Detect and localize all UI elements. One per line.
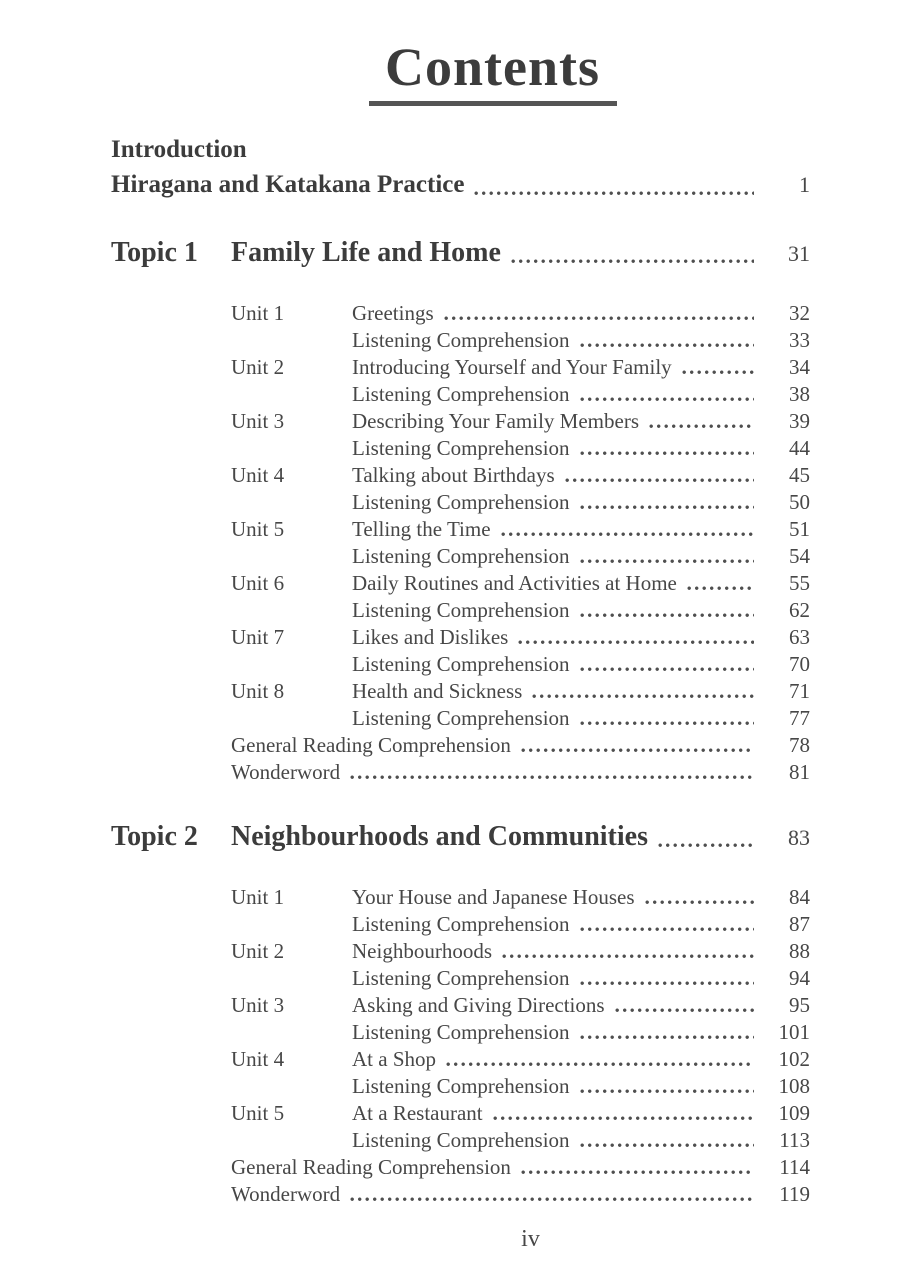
dot-leader (521, 748, 754, 753)
page-number: 39 (789, 409, 810, 434)
unit-label: Unit 3 (231, 409, 285, 434)
dot-leader (521, 1170, 754, 1175)
page-number: 77 (789, 706, 810, 731)
page-number: 38 (789, 382, 810, 407)
entry-title: General Reading Comprehension (231, 733, 511, 758)
page-number: 81 (789, 760, 810, 785)
page-number: 51 (789, 517, 810, 542)
unit-label: Unit 2 (231, 939, 285, 964)
page-number: 83 (788, 825, 810, 851)
toc-row (231, 1100, 810, 1127)
toc-row (231, 759, 810, 786)
toc-row (231, 489, 810, 516)
toc-row (231, 1073, 810, 1100)
dot-leader (580, 721, 754, 726)
entry-title: Neighbourhoods (352, 939, 492, 964)
dot-leader (687, 586, 754, 591)
topic-section (111, 818, 810, 1208)
topic-body (231, 300, 810, 786)
unit-label: Unit 5 (231, 517, 285, 542)
entry-title: Asking and Giving Directions (352, 993, 605, 1018)
dot-leader (658, 843, 754, 848)
toc-row (231, 408, 810, 435)
topic-section (111, 234, 810, 786)
entry-title: Hiragana and Katakana Practice (111, 171, 465, 199)
toc-row (231, 462, 810, 489)
dot-leader (444, 316, 754, 321)
intro-row (111, 167, 810, 202)
page-number: 101 (778, 1020, 810, 1045)
entry-title: Listening Comprehension (352, 652, 570, 677)
page-number: 108 (778, 1074, 810, 1099)
toc-row (231, 1046, 810, 1073)
entry-title: Listening Comprehension (352, 966, 570, 991)
topic-title: Family Life and Home (231, 237, 501, 269)
entry-title: Describing Your Family Members (352, 409, 639, 434)
entry-title: Listening Comprehension (352, 544, 570, 569)
toc-row (231, 1019, 810, 1046)
entry-title: Listening Comprehension (352, 382, 570, 407)
topic-label: Topic 1 (111, 237, 198, 269)
toc-row (231, 938, 810, 965)
page-number: 88 (789, 939, 810, 964)
toc-row (231, 678, 810, 705)
entry-title: Your House and Japanese Houses (352, 885, 635, 910)
page-number: 50 (789, 490, 810, 515)
page-footer: iv (521, 1226, 540, 1253)
title-block (143, 38, 842, 106)
dot-leader (580, 559, 754, 564)
page-number: 34 (789, 355, 810, 380)
page-number: 44 (789, 436, 810, 461)
toc-row (231, 543, 810, 570)
entry-title: Health and Sickness (352, 679, 523, 704)
dot-leader (580, 927, 754, 932)
dot-leader (493, 1116, 754, 1121)
entry-title: Listening Comprehension (352, 490, 570, 515)
topic-heading-row (111, 234, 810, 272)
unit-label: Unit 4 (231, 1047, 285, 1072)
entry-title: Wonderword (231, 1182, 341, 1207)
topics-container (111, 234, 810, 1208)
unit-label: Unit 3 (231, 993, 285, 1018)
page-number: 84 (789, 885, 810, 910)
toc-row (231, 1154, 810, 1181)
dot-leader (580, 1089, 754, 1094)
page-number: 102 (778, 1047, 810, 1072)
page-number: 45 (789, 463, 810, 488)
page-number: 32 (789, 301, 810, 326)
intro-heading: Introduction (111, 136, 247, 164)
toc-row (231, 327, 810, 354)
dot-leader (446, 1062, 754, 1067)
entry-title: Greetings (352, 301, 434, 326)
entry-title: Telling the Time (352, 517, 491, 542)
dot-leader (511, 259, 754, 264)
topic-heading-row (111, 818, 810, 856)
topic-body (231, 884, 810, 1208)
toc-row (231, 1127, 810, 1154)
toc-row (231, 570, 810, 597)
page-title: Contents (384, 37, 600, 97)
title-underline (369, 101, 617, 106)
unit-label: Unit 5 (231, 1101, 285, 1126)
entry-title: Wonderword (231, 760, 341, 785)
dot-leader (518, 640, 754, 645)
dot-leader (580, 1035, 754, 1040)
entry-title: Daily Routines and Activities at Home (352, 571, 677, 596)
page-number: 109 (778, 1101, 810, 1126)
dot-leader (615, 1008, 754, 1013)
toc-row (231, 300, 810, 327)
unit-label: Unit 4 (231, 463, 285, 488)
page-number: 95 (789, 993, 810, 1018)
entry-title: Talking about Birthdays (352, 463, 555, 488)
page-number: 78 (789, 733, 810, 758)
dot-leader (580, 613, 754, 618)
entry-title: Listening Comprehension (352, 912, 570, 937)
toc-row (231, 732, 810, 759)
dot-leader (649, 424, 754, 429)
page-number: 87 (789, 912, 810, 937)
topic-label: Topic 2 (111, 821, 198, 853)
page-number: 114 (779, 1155, 810, 1180)
page-number: 1 (799, 172, 810, 198)
entry-title: At a Restaurant (352, 1101, 483, 1126)
toc-row (231, 516, 810, 543)
toc-row (231, 911, 810, 938)
dot-leader (580, 1143, 754, 1148)
dot-leader (474, 191, 754, 196)
entry-title: At a Shop (352, 1047, 436, 1072)
toc-row (231, 651, 810, 678)
toc-row (231, 1181, 810, 1208)
page-number: 70 (789, 652, 810, 677)
dot-leader (565, 478, 754, 483)
dot-leader (580, 981, 754, 986)
intro-section (111, 132, 810, 202)
page-number: 113 (779, 1128, 810, 1153)
unit-label: Unit 6 (231, 571, 285, 596)
toc-row (231, 354, 810, 381)
dot-leader (580, 667, 754, 672)
page-number: 71 (789, 679, 810, 704)
unit-label: Unit 7 (231, 625, 285, 650)
unit-label: Unit 2 (231, 355, 285, 380)
unit-label: Unit 8 (231, 679, 285, 704)
dot-leader (350, 1197, 754, 1202)
toc-row (231, 381, 810, 408)
dot-leader (682, 370, 754, 375)
unit-label: Unit 1 (231, 301, 285, 326)
page-number: 33 (789, 328, 810, 353)
unit-label: Unit 1 (231, 885, 285, 910)
page-number: 63 (789, 625, 810, 650)
toc-row (231, 435, 810, 462)
entry-title: Listening Comprehension (352, 598, 570, 623)
toc-row (231, 624, 810, 651)
entry-title: Listening Comprehension (352, 1020, 570, 1045)
dot-leader (580, 343, 754, 348)
dot-leader (350, 775, 754, 780)
dot-leader (580, 451, 754, 456)
page-number: 119 (779, 1182, 810, 1207)
dot-leader (580, 505, 754, 510)
toc-row (231, 705, 810, 732)
page-number: 62 (789, 598, 810, 623)
entry-title: Listening Comprehension (352, 1128, 570, 1153)
entry-title: Listening Comprehension (352, 328, 570, 353)
entry-title: Likes and Dislikes (352, 625, 509, 650)
entry-title: General Reading Comprehension (231, 1155, 511, 1180)
dot-leader (645, 900, 755, 905)
page-number: 54 (789, 544, 810, 569)
entry-title: Listening Comprehension (352, 1074, 570, 1099)
entry-title: Listening Comprehension (352, 436, 570, 461)
dot-leader (501, 532, 754, 537)
page-number: 31 (788, 241, 810, 267)
dot-leader (532, 694, 754, 699)
topic-title: Neighbourhoods and Communities (231, 821, 648, 853)
toc-row (231, 597, 810, 624)
toc-row (231, 884, 810, 911)
entry-title: Introducing Yourself and Your Family (352, 355, 672, 380)
page-number: 94 (789, 966, 810, 991)
page-number: 55 (789, 571, 810, 596)
toc-row (231, 992, 810, 1019)
entry-title: Listening Comprehension (352, 706, 570, 731)
dot-leader (502, 954, 754, 959)
dot-leader (580, 397, 754, 402)
toc-row (231, 965, 810, 992)
